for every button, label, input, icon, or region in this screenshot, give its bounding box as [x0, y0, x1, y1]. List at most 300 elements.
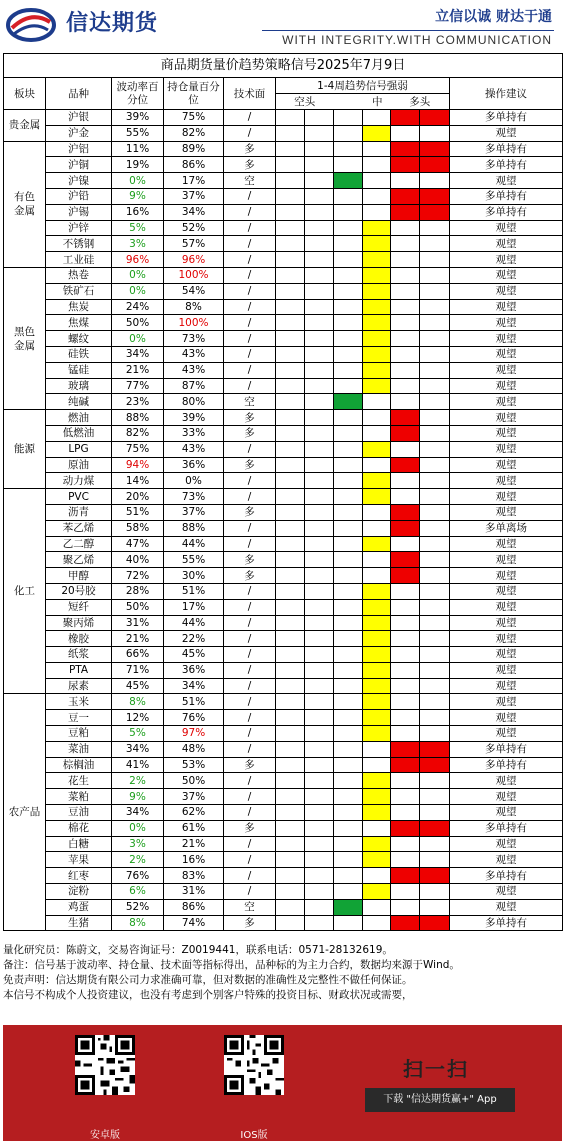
signal-cell [420, 157, 450, 173]
open-interest-cell: 37% [164, 504, 224, 520]
signal-cell [334, 726, 363, 742]
signal-cell [305, 141, 334, 157]
signal-cell [420, 678, 450, 694]
sector-cell: 贵金属 [4, 110, 46, 142]
signal-cell [363, 552, 391, 568]
table-row [4, 410, 563, 426]
advice-cell: 多单离场 [450, 520, 563, 536]
technical-cell: / [224, 789, 276, 805]
signal-cell [276, 552, 305, 568]
table-row [4, 252, 563, 268]
variety-cell: 甲醇 [46, 568, 112, 584]
volatility-cell: 88% [112, 410, 164, 426]
signal-cell [391, 457, 420, 473]
signal-cell [420, 836, 450, 852]
signal-cell [363, 283, 391, 299]
signal-cell [391, 331, 420, 347]
signal-cell [420, 188, 450, 204]
volatility-cell: 23% [112, 394, 164, 410]
technical-cell: / [224, 267, 276, 283]
signal-cell [276, 520, 305, 536]
table-row [4, 315, 563, 331]
open-interest-cell: 55% [164, 552, 224, 568]
signal-table [3, 53, 563, 931]
open-interest-cell: 73% [164, 489, 224, 505]
variety-cell: 鸡蛋 [46, 899, 112, 915]
signal-cell [391, 473, 420, 489]
signal-cell [363, 473, 391, 489]
signal-cell [391, 741, 420, 757]
variety-cell: 生猪 [46, 915, 112, 931]
qr-code-icon [224, 1035, 284, 1095]
slogan-divider [262, 30, 554, 31]
table-row [4, 204, 563, 220]
volatility-cell: 34% [112, 346, 164, 362]
variety-cell: 不锈钢 [46, 236, 112, 252]
technical-cell: 多 [224, 157, 276, 173]
signal-cell [276, 678, 305, 694]
signal-cell [276, 362, 305, 378]
technical-cell: / [224, 315, 276, 331]
signal-cell [363, 504, 391, 520]
signal-cell [305, 773, 334, 789]
signal-cell [276, 110, 305, 126]
variety-cell: 乙二醇 [46, 536, 112, 552]
signal-cell [363, 599, 391, 615]
signal-cell [276, 378, 305, 394]
signal-cell [391, 520, 420, 536]
signal-cell [420, 552, 450, 568]
technical-cell: / [224, 726, 276, 742]
signal-cell [391, 125, 420, 141]
table-row [4, 299, 563, 315]
signal-cell [391, 489, 420, 505]
open-interest-cell: 88% [164, 520, 224, 536]
signal-cell [420, 236, 450, 252]
open-interest-cell: 37% [164, 789, 224, 805]
volatility-cell: 5% [112, 220, 164, 236]
signal-cell [305, 110, 334, 126]
signal-cell [363, 188, 391, 204]
signal-cell [363, 110, 391, 126]
signal-cell [276, 710, 305, 726]
signal-cell [334, 157, 363, 173]
technical-cell: / [224, 110, 276, 126]
table-row [4, 615, 563, 631]
table-row [4, 599, 563, 615]
volatility-cell: 28% [112, 583, 164, 599]
variety-cell: 豆油 [46, 805, 112, 821]
signal-cell [276, 568, 305, 584]
signal-cell [334, 647, 363, 663]
volatility-cell: 24% [112, 299, 164, 315]
disclaimer-note: 免责声明：信达期货有限公司力求准确可靠，但对数据的准确性及完整性不做任何保证。 [3, 974, 413, 986]
volatility-cell: 12% [112, 710, 164, 726]
volatility-cell: 0% [112, 331, 164, 347]
signal-cell [420, 631, 450, 647]
volatility-cell: 34% [112, 805, 164, 821]
remark-note: 备注：信号基于波动率、持仓量、技术面等指标得出，品种标的为主力合约，数据均来源于Wind。 [3, 959, 460, 971]
volatility-cell: 14% [112, 473, 164, 489]
signal-cell [276, 615, 305, 631]
signal-cell [391, 315, 420, 331]
table-row [4, 157, 563, 173]
table-row [4, 805, 563, 821]
advice-cell: 观望 [450, 694, 563, 710]
advice-cell: 观望 [450, 678, 563, 694]
volatility-cell: 75% [112, 441, 164, 457]
volatility-cell: 11% [112, 141, 164, 157]
header-short: 空头 [276, 94, 334, 110]
technical-cell: 多 [224, 457, 276, 473]
signal-cell [334, 662, 363, 678]
signal-cell [420, 899, 450, 915]
signal-cell [334, 346, 363, 362]
technical-cell: / [224, 836, 276, 852]
table-title: 商品期货量价趋势策略信号2025年7月9日 [4, 54, 563, 78]
signal-cell [391, 789, 420, 805]
volatility-cell: 34% [112, 741, 164, 757]
variety-cell: 短纤 [46, 599, 112, 615]
technical-cell: 多 [224, 504, 276, 520]
signal-cell [363, 884, 391, 900]
signal-cell [391, 915, 420, 931]
signal-cell [363, 536, 391, 552]
table-row [4, 520, 563, 536]
signal-cell [276, 425, 305, 441]
signal-cell [334, 425, 363, 441]
signal-cell [305, 394, 334, 410]
open-interest-cell: 36% [164, 457, 224, 473]
variety-cell: 尿素 [46, 678, 112, 694]
variety-cell: 玉米 [46, 694, 112, 710]
signal-cell [305, 331, 334, 347]
signal-cell [363, 868, 391, 884]
signal-cell [305, 678, 334, 694]
signal-cell [334, 868, 363, 884]
signal-cell [391, 346, 420, 362]
table-row [4, 647, 563, 663]
open-interest-cell: 87% [164, 378, 224, 394]
advice-cell: 观望 [450, 425, 563, 441]
signal-cell [391, 805, 420, 821]
signal-cell [391, 631, 420, 647]
variety-cell: 纸浆 [46, 647, 112, 663]
open-interest-cell: 17% [164, 173, 224, 189]
table-row [4, 710, 563, 726]
technical-cell: / [224, 236, 276, 252]
signal-cell [391, 899, 420, 915]
signal-cell [420, 868, 450, 884]
signal-cell [305, 252, 334, 268]
table-row [4, 820, 563, 836]
table-row [4, 489, 563, 505]
open-interest-cell: 22% [164, 631, 224, 647]
open-interest-cell: 62% [164, 805, 224, 821]
technical-cell: / [224, 536, 276, 552]
signal-cell [305, 188, 334, 204]
header-long: 多头 [391, 94, 450, 110]
open-interest-cell: 44% [164, 615, 224, 631]
technical-cell: / [224, 662, 276, 678]
signal-cell [363, 773, 391, 789]
disclaimer-note-2: 本信号不构成个人投资建议，也没有考虑到个别客户特殊的投资目标、财政状况或需要， [3, 989, 413, 1001]
technical-cell: / [224, 599, 276, 615]
signal-cell [363, 252, 391, 268]
signal-cell [391, 694, 420, 710]
signal-cell [334, 694, 363, 710]
volatility-cell: 2% [112, 852, 164, 868]
signal-cell [391, 568, 420, 584]
volatility-cell: 0% [112, 283, 164, 299]
signal-cell [276, 267, 305, 283]
advice-cell: 观望 [450, 726, 563, 742]
advice-cell: 观望 [450, 773, 563, 789]
signal-cell [276, 536, 305, 552]
download-app-button[interactable]: 下载 "信达期货赢+" App [365, 1088, 515, 1112]
signal-cell [276, 394, 305, 410]
volatility-cell: 21% [112, 631, 164, 647]
signal-cell [305, 852, 334, 868]
technical-cell: / [224, 362, 276, 378]
signal-cell [363, 805, 391, 821]
signal-cell [391, 615, 420, 631]
variety-cell: 淀粉 [46, 884, 112, 900]
signal-cell [334, 489, 363, 505]
signal-cell [391, 504, 420, 520]
variety-cell: 20号胶 [46, 583, 112, 599]
variety-cell: 花生 [46, 773, 112, 789]
volatility-cell: 8% [112, 915, 164, 931]
signal-cell [391, 836, 420, 852]
open-interest-cell: 43% [164, 346, 224, 362]
variety-cell: 菜粕 [46, 789, 112, 805]
signal-cell [276, 789, 305, 805]
signal-cell [305, 583, 334, 599]
signal-cell [305, 694, 334, 710]
table-row [4, 568, 563, 584]
variety-cell: 聚丙烯 [46, 615, 112, 631]
table-row [4, 789, 563, 805]
advice-cell: 观望 [450, 710, 563, 726]
table-row [4, 504, 563, 520]
signal-cell [391, 726, 420, 742]
open-interest-cell: 52% [164, 220, 224, 236]
advice-cell: 观望 [450, 473, 563, 489]
technical-cell: 多 [224, 820, 276, 836]
header-open-interest: 持仓量百分位 [164, 78, 224, 110]
open-interest-cell: 33% [164, 425, 224, 441]
table-row [4, 741, 563, 757]
signal-cell [391, 236, 420, 252]
signal-cell [305, 662, 334, 678]
technical-cell: / [224, 583, 276, 599]
signal-cell [420, 410, 450, 426]
volatility-cell: 40% [112, 552, 164, 568]
signal-cell [334, 773, 363, 789]
advice-cell: 观望 [450, 599, 563, 615]
signal-cell [420, 283, 450, 299]
signal-cell [305, 410, 334, 426]
variety-cell: 豆一 [46, 710, 112, 726]
table-row [4, 915, 563, 931]
technical-cell: / [224, 868, 276, 884]
advice-cell: 观望 [450, 631, 563, 647]
technical-cell: / [224, 631, 276, 647]
signal-cell [334, 915, 363, 931]
signal-cell [420, 252, 450, 268]
signal-cell [420, 536, 450, 552]
android-label: 安卓版 [90, 1130, 120, 1141]
signal-cell [363, 836, 391, 852]
volatility-cell: 52% [112, 899, 164, 915]
volatility-cell: 76% [112, 868, 164, 884]
advice-cell: 观望 [450, 315, 563, 331]
variety-cell: 原油 [46, 457, 112, 473]
signal-cell [276, 331, 305, 347]
technical-cell: / [224, 741, 276, 757]
slogan-english: WITH INTEGRITY.WITH COMMUNICATION [282, 33, 552, 47]
signal-cell [305, 378, 334, 394]
signal-cell [305, 425, 334, 441]
variety-cell: 聚乙烯 [46, 552, 112, 568]
advice-cell: 多单持有 [450, 110, 563, 126]
table-row [4, 125, 563, 141]
signal-cell [334, 110, 363, 126]
android-qr-code[interactable] [75, 1035, 135, 1095]
signal-cell [420, 647, 450, 663]
signal-cell [420, 915, 450, 931]
signal-cell [420, 473, 450, 489]
advice-cell: 观望 [450, 583, 563, 599]
signal-cell [363, 425, 391, 441]
signal-cell [305, 568, 334, 584]
signal-cell [305, 757, 334, 773]
volatility-cell: 50% [112, 315, 164, 331]
technical-cell: / [224, 678, 276, 694]
signal-cell [305, 220, 334, 236]
variety-cell: 苹果 [46, 852, 112, 868]
advice-cell: 观望 [450, 789, 563, 805]
signal-cell [363, 315, 391, 331]
open-interest-cell: 44% [164, 536, 224, 552]
volatility-cell: 71% [112, 662, 164, 678]
signal-cell [363, 346, 391, 362]
signal-cell [276, 489, 305, 505]
open-interest-cell: 100% [164, 267, 224, 283]
signal-cell [391, 552, 420, 568]
signal-cell [420, 489, 450, 505]
table-row [4, 852, 563, 868]
signal-cell [420, 331, 450, 347]
signal-cell [276, 236, 305, 252]
signal-cell [305, 315, 334, 331]
advice-cell: 观望 [450, 220, 563, 236]
signal-cell [363, 915, 391, 931]
signal-cell [305, 283, 334, 299]
signal-cell [334, 315, 363, 331]
signal-cell [334, 267, 363, 283]
signal-cell [363, 394, 391, 410]
advice-cell: 观望 [450, 173, 563, 189]
signal-cell [305, 789, 334, 805]
signal-cell [420, 346, 450, 362]
signal-cell [334, 631, 363, 647]
signal-cell [334, 378, 363, 394]
signal-cell [363, 331, 391, 347]
variety-cell: PVC [46, 489, 112, 505]
open-interest-cell: 34% [164, 678, 224, 694]
signal-cell [305, 267, 334, 283]
signal-cell [391, 299, 420, 315]
volatility-cell: 47% [112, 536, 164, 552]
volatility-cell: 3% [112, 236, 164, 252]
sector-cell: 黑色金属 [4, 267, 46, 409]
table-row [4, 331, 563, 347]
volatility-cell: 55% [112, 125, 164, 141]
signal-cell [363, 899, 391, 915]
sector-cell: 农产品 [4, 694, 46, 931]
signal-cell [420, 773, 450, 789]
signal-cell [391, 220, 420, 236]
signal-cell [420, 726, 450, 742]
signal-cell [334, 362, 363, 378]
table-row [4, 346, 563, 362]
signal-cell [276, 157, 305, 173]
signal-cell [276, 252, 305, 268]
open-interest-cell: 76% [164, 710, 224, 726]
signal-cell [334, 331, 363, 347]
technical-cell: / [224, 299, 276, 315]
open-interest-cell: 51% [164, 583, 224, 599]
signal-cell [334, 583, 363, 599]
signal-cell [391, 868, 420, 884]
signal-cell [391, 188, 420, 204]
signal-cell [391, 710, 420, 726]
signal-cell [276, 346, 305, 362]
footer-notes [3, 943, 562, 1003]
open-interest-cell: 34% [164, 204, 224, 220]
signal-cell [363, 204, 391, 220]
advice-cell: 观望 [450, 410, 563, 426]
signal-cell [305, 868, 334, 884]
signal-cell [305, 520, 334, 536]
technical-cell: / [224, 441, 276, 457]
technical-cell: 多 [224, 568, 276, 584]
signal-cell [334, 141, 363, 157]
ios-qr-code[interactable] [224, 1035, 284, 1095]
table-row [4, 552, 563, 568]
technical-cell: 空 [224, 899, 276, 915]
signal-cell [305, 473, 334, 489]
signal-cell [334, 678, 363, 694]
technical-cell: / [224, 520, 276, 536]
signal-cell [420, 820, 450, 836]
signal-cell [420, 173, 450, 189]
advice-cell: 观望 [450, 552, 563, 568]
signal-cell [420, 141, 450, 157]
technical-cell: / [224, 647, 276, 663]
technical-cell: / [224, 252, 276, 268]
signal-cell [276, 647, 305, 663]
signal-cell [334, 283, 363, 299]
table-row [4, 694, 563, 710]
signal-cell [420, 694, 450, 710]
variety-cell: 沥青 [46, 504, 112, 520]
table-row [4, 868, 563, 884]
technical-cell: / [224, 710, 276, 726]
table-row [4, 662, 563, 678]
